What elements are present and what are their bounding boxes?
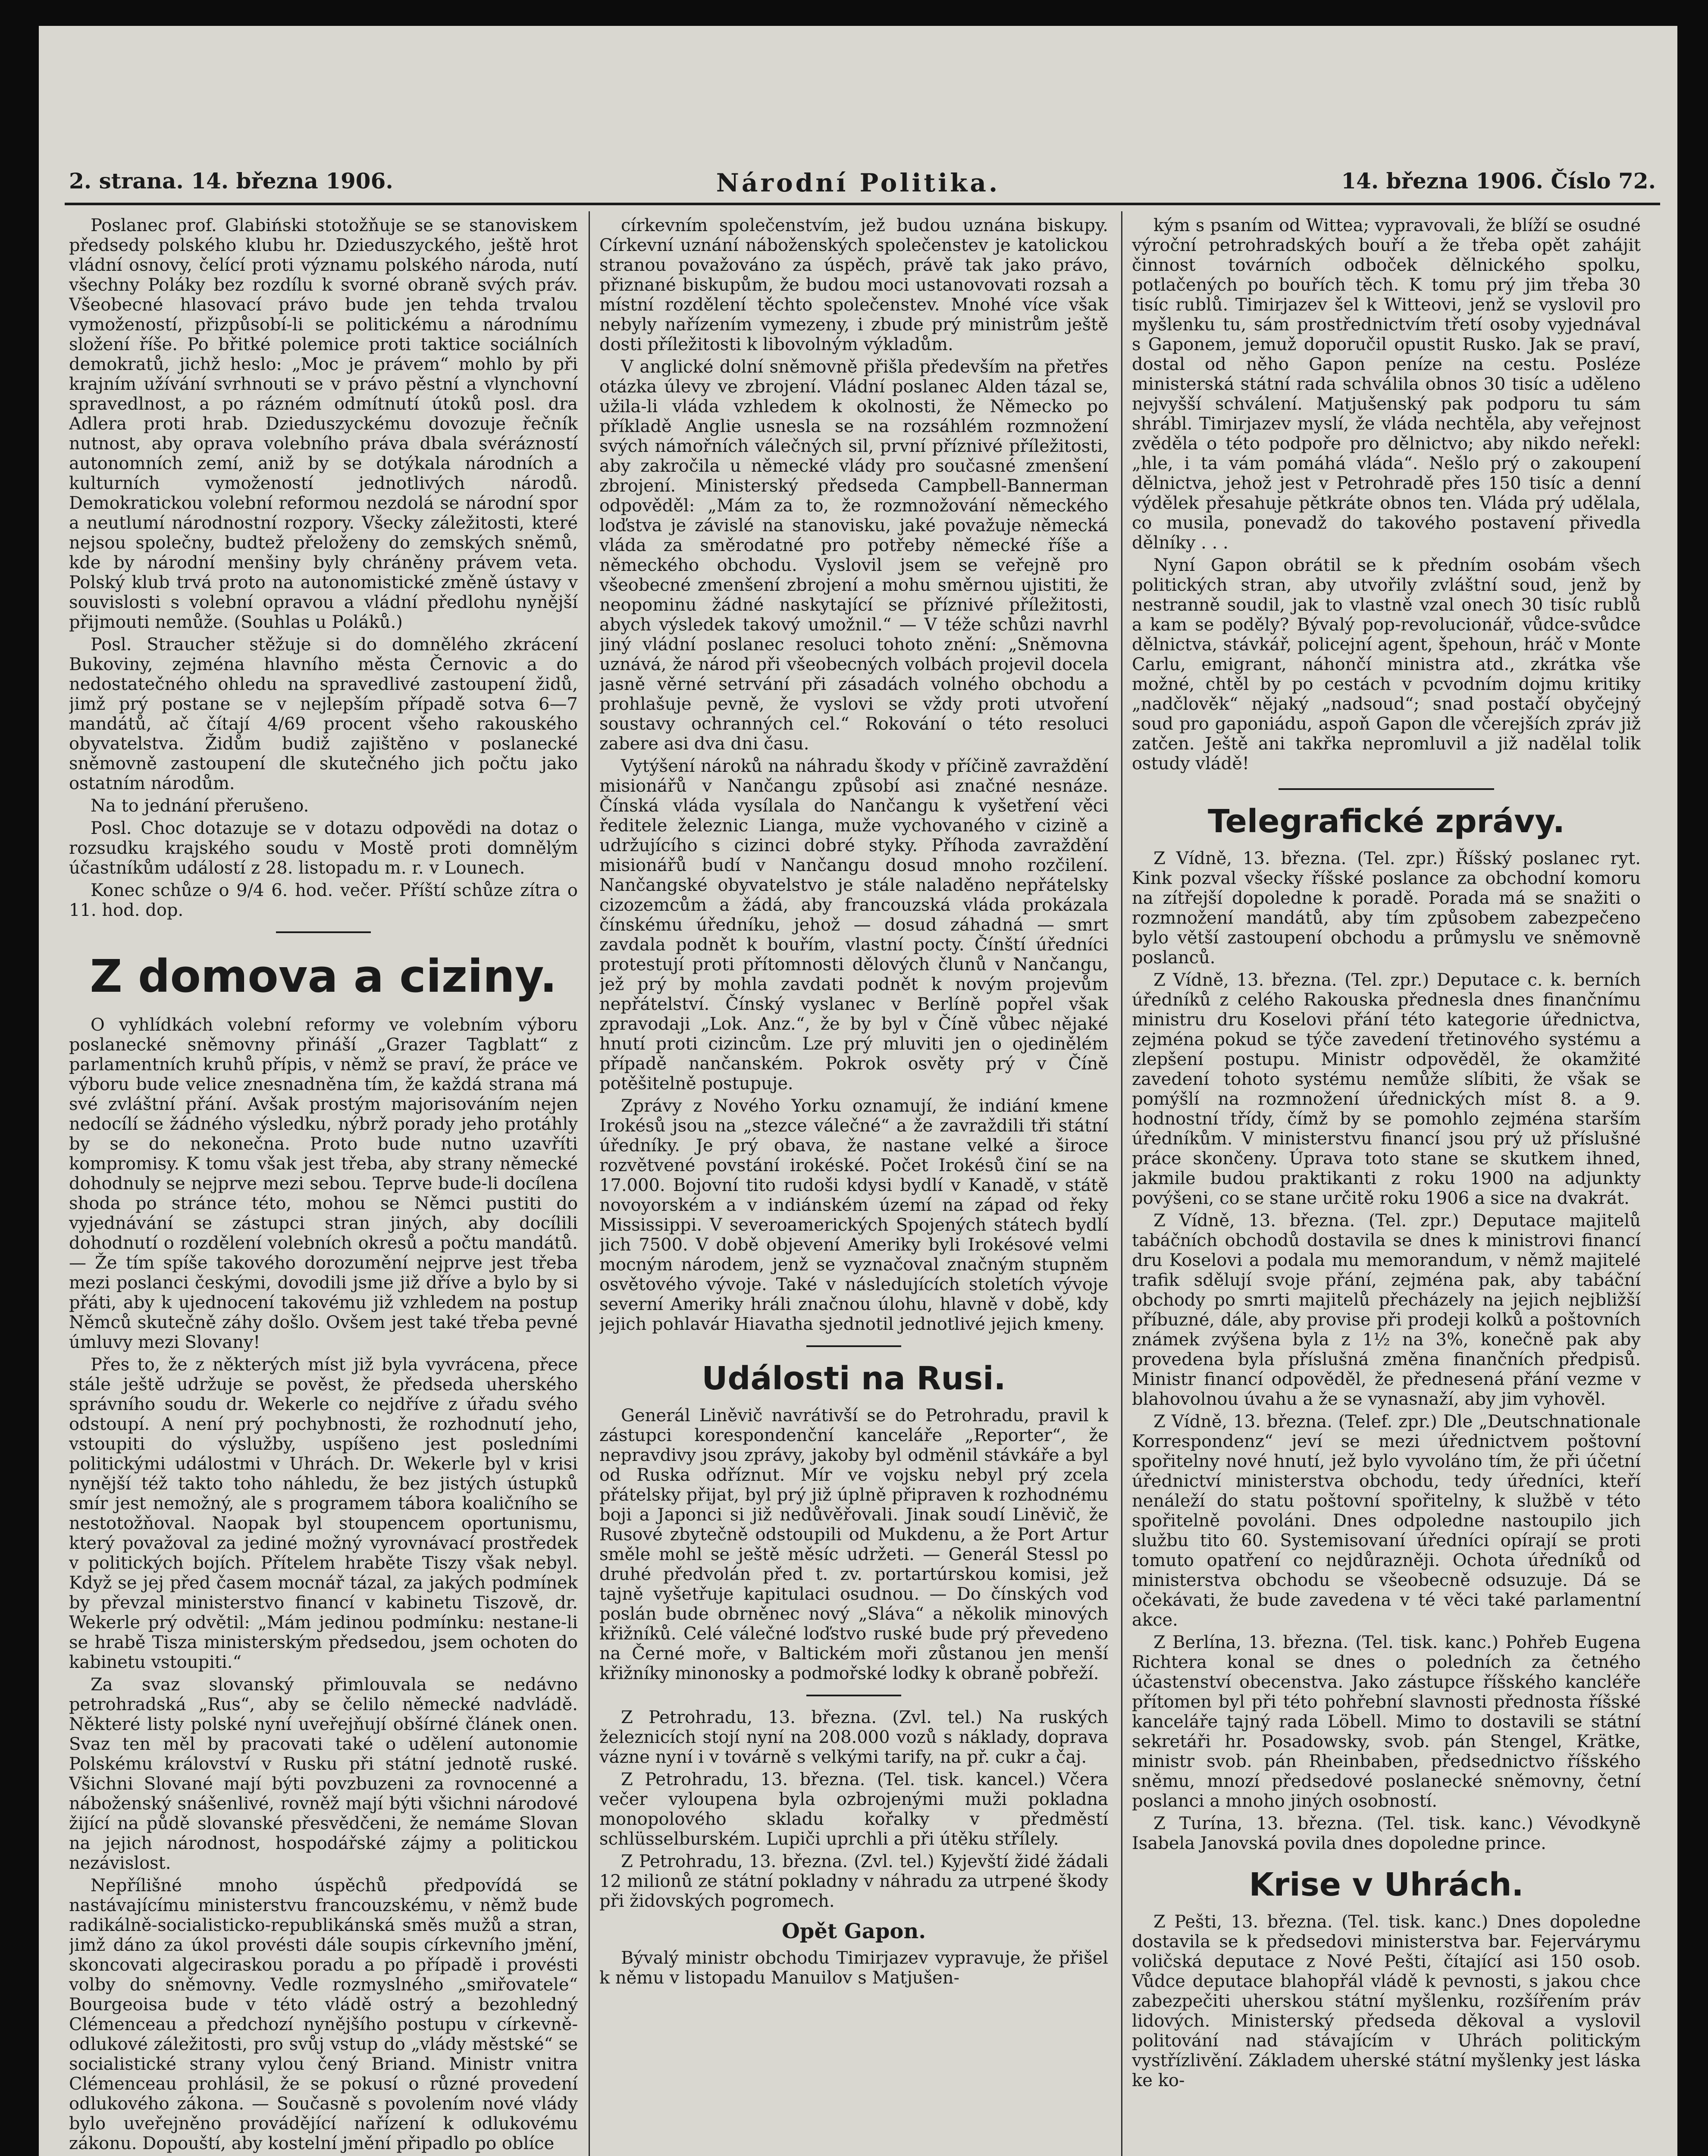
- article-paragraph: Vytýšení nároků na náhradu škody v příčině zavraždění misionářů v Nančangu způsobí asi značné nesnáze. Čínská vláda vysílala do Nančangu k vyšetření věci ředitele železnic Lianga, muže vychovaného v cizině a udržujícího s cizinci dobré styky. Příhoda zavraždění misionářů budí v Nančangu dosud mnoho rozčilení. Nančangské obyvatelstvo je stále naladěno nepřátelsky cizozemcům a žádá, aby francouzská vláda prokázala čínskému úředníku, jehož — dosud záhadná — smrt zavdala podnět k bouřím, vlastní pocty. Čínští úředníci protestují proti přítomnosti dělových člunů v Nančangu, jež prý by mohla zavdati podnět k novým projevům nepřátelství. Čínský vyslanec v Berlíně popřel však zpravodaji „Lok. Anz.“, že by byl v Číně vůbec nějaké hnutí proti cizincům. Lze prý mluviti jen o ojedinělém případě nančanském. Pokrok osvěty prý v Číně potěšitelně postupuje.: [599, 756, 1108, 1094]
- telegram-paragraph: Z Vídně, 13. března. (Tel. zpr.) Deputace majitelů tabáčních obchodů dostavila se dnes k ministrovi financí dru Koselovi a podala mu memorandum, v němž majitelé trafik sdělují svoje přání, zejména pak, aby tabáční obchody po smrti majitelů přecházely na jejich nejbližší příbuzné, dále, aby provise při prodeji kolků a poštovních známek zvýšena byla z 1½ na 3%, konečně pak aby provedena byla příslušná změna finančních předpisů. Ministr financí odpověděl, že přednesená přání vezme v blahovolnou úvahu a že se vynasnaží, aby jim vyhověl.: [1132, 1211, 1641, 1409]
- article-paragraph: Posl. Straucher stěžuje si do domnělého zkrácení Bukoviny, zejména hlavního města Černovic a do nedostatečného ohledu na spravedlivé zastoupení židů, jimž prý postane se v nejlepším případě sotva 6—7 mandátů, ač čítají 4/69 procent všeho rakouského obyvatelstva. Židům budiž zajištěno v poslanecké sněmovně zastoupení dle skutečného jich počtu jako ostatním národům.: [69, 635, 578, 793]
- article-paragraph: O vyhlídkách volební reformy ve volebním výboru poslanecké sněmovny přináší „Grazer Tagblatt“ z parlamentních kruhů přípis, v němž se praví, že práce ve výboru bude velice znesnadněna tím, že každá strana má své zvláštní přání. Avšak prostým majorisováním nejen nedocílí se žádného výsledku, nýbrž porady jeho protáhly by se do nekonečna. Proto bude nutno uzavříti kompromisy. K tomu však jest třeba, aby strany německé dohodnuly se nejprve mezi sebou. Teprve bude-li docílena shoda po stránce této, mohou se Němci pustiti do vyjednávání se zástupci stran jiných, aby docílili dohodnutí o rozdělení volebních okresů a počtu mandátů. — Že tím spíše takového dorozumění nejprve jest třeba mezi poslanci českými, dovodili jsme již dříve a bylo by si přáti, aby k ujednocení takovému již vzhledem na postup Němců skutečně záhy došlo. Ovšem jest také třeba pevné úmluvy mezi Slovany!: [69, 1015, 578, 1352]
- article-paragraph: Za svaz slovanský přimlouvala se nedávno petrohradská „Rus“, aby se čelilo německé nadvládě. Některé listy polské nyní uveřejňují obšírné článek onen. Svaz ten měl by pracovati také o udělení autonomie Polskému království v Rusku při státní jednotě ruské. Všichni Slované mají býti povzbuzeni za rovnocenné a náboženský snášenlivé, rovněž mají býti všichni národové žijící na půdě slovanské přesvědčeni, že nemáme Slovan na jejich národnost, hospodářské zájmy a politickou nezávislost.: [69, 1675, 578, 1873]
- subheading-gapon: Opět Gapon.: [781, 1919, 926, 1943]
- article-paragraph: V anglické dolní sněmovně přišla především na přetřes otázka úlevy ve zbrojení. Vládní poslanec Alden tázal se, užila-li vláda vzhledem k okolnosti, že Německo po příkladě Anglie usnesla se na rozsáhlém rozmnožení svých námořních válečných sil, první příznivé příležitosti, aby zakročila u německé vlády pro současné zmenšení zbrojení. Ministerský předseda Campbell-Bannerman odpověděl: „Mám za to, že rozmnožování německého loďstva je závislé na stanovisku, jaké považuje německá vláda za směrodatné pro potřeby německé říše a německého obchodu. Vyslovil jsem se veřejně pro všeobecné zmenšení zbrojení a mohu směrnou ujistiti, že neopominu žádné naskytající se příznivé příležitosti, abych výsledek takový umožnil.“ — V téže schůzi navrhl jiný vládní poslanec resoluci tohoto znění: „Sněmovna uznává, že národ při všeobecných volbách projevil docela jasně věrné setrvání při zásadách volného obchodu a prohlašuje pevně, že vyslovi se vždy proti utvoření soustavy ochranných cel.“ Rokování o této resoluci zabere asi dva dni času.: [599, 357, 1108, 754]
- telegram-paragraph: Z Vídně, 13. března. (Telef. zpr.) Dle „Deutschnationale Korrespondenz“ jeví se mezi úřednictvem poštovní spořitelny nové hnutí, jež bylo vyvoláno tím, že při účetní úřednictví ministerstva obchodu, tedy úředníci, kteří nenáleží do statu poštovní spořitelny, k službě v této spořitelně povoláni. Dnes odpoledne nastoupilo jich službu tito 60. Systemisovaní úředníci opírají se proti tomuto opatření co nejdůrazněji. Ochota úředníků od ministerstva obchodu se všeobecně odsuzuje. Dá se očekávati, že bude zavedena v té věci také parlamentní akce.: [1132, 1412, 1641, 1630]
- telegram-paragraph: Z Vídně, 13. března. (Tel. zpr.) Deputace c. k. berních úředníků z celého Rakouska přednesla dnes finančnímu ministru dru Koselovi přání této kategorie úřednictva, zejména pokud se týče zavedení třetinového systému a zlepšení postupu. Ministr odpověděl, že okamžité zavedení tohoto systému nemůže slíbiti, že však se pomýšlí na rozmnožení úřednických míst 8. a 9. hodnostní třídy, čímž by se pomohlo zejména starším úředníkům. V ministerstvu financí jsou prý už příslušné práce skončeny. Úprava toto stane se skutkem ihned, jakmile budou praktikanti z roku 1900 na adjunkty povýšeni, co se stane určitě roku 1906 a sice na dvakrát.: [1132, 970, 1641, 1208]
- section-separator: [276, 931, 371, 933]
- article-paragraph: Na to jednání přerušeno.: [91, 796, 309, 816]
- section-heading-hungary-crisis: Krise v Uhrách.: [1249, 1866, 1524, 1903]
- telegram-paragraph: Z Vídně, 13. března. (Tel. zpr.) Říšský poslanec ryt. Kink pozval všecky říšské poslance za obchodní komoru na zítřejší dopoledne k poradě. Porada má se snažiti o rozmnožení mandátů, aby tím způsobem zabezpečeno bylo větší zastoupení obchodu a průmyslu ve sněmovně poslanců.: [1132, 849, 1641, 968]
- column-2: [599, 216, 1108, 2156]
- section-separator: [1279, 788, 1494, 790]
- masthead-title: Národní Politika.: [716, 168, 1000, 197]
- issue-date-number: 14. března 1906. Číslo 72.: [1341, 168, 1656, 194]
- newspaper-page: [39, 26, 1677, 2156]
- article-paragraph: Generál Liněvič navrátivší se do Petrohradu, pravil k zástupci korespondenční kanceláře „Reporter“, že nepravdivy jsou zprávy, jakoby byl odměnil stávkáře a byl od Ruska odříznut. Mír ve vojsku nebyl prý zcela přátelsky přijat, byl prý již úplně připraven k rozhodnému boji a Japonci si již nedůvěřovali. Jinak soudí Liněvič, že Rusové zbytečně odstoupili od Mukdenu, a že Port Artur směle mohl se ještě měsíc udržeti. — Generál Stessl po druhé předvolán před t. zv. portartúrskou komisi, jež tajně vyšetřuje kapitulaci osudnou. — Do čínských vod poslán bude obrněnec nový „Sláva“ a několik minových křižníků. Celé válečné loďstvo ruské bude prý převedeno na Černé moře, v Baltickém moři zůstanou jen menší křižníky minonosky a podmořské lodky k obraně pobřeží.: [599, 1406, 1108, 1683]
- section-heading-russia: Události na Rusi.: [702, 1360, 1006, 1397]
- column-3: [1132, 216, 1641, 2156]
- column-rule-2: [1121, 211, 1122, 2156]
- telegram-paragraph: Z Turína, 13. března. (Tel. tisk. kanc.) Vévodkyně Isabela Janovská povila dnes dopoledne prince.: [1132, 1814, 1641, 1853]
- column-rule-1: [589, 211, 590, 2156]
- telegram-paragraph: Z Petrohradu, 13. března. (Zvl. tel.) Kyjevští židé žádali 12 milionů ze státní pokladny v náhradu za utrpené škody při židovských pogromech.: [599, 1852, 1108, 1911]
- header-rule: [65, 203, 1660, 205]
- article-paragraph: Nyní Gapon obrátil se k předním osobám všech politických stran, aby utvořily zvláštní soud, jenž by nestranně soudil, jak to vlastně vzal onech 30 tisíc rublů a kam se poděly? Bývalý pop-revolucionář, vůdce-svůdce dělnictva, stávkář, policejní agent, špehoun, hráč v Monte Carlu, emigrant, náhončí ministra atd., zkrátka vše možné, chtěl by po cestách v pcvodním dojmu kritiky „nadčlověk“ nějaký „nadsoud“; snad postačí obyčejný soud pro gaponiádu, aspoň Gapon dle včerejších zpráv již zatčen. Ještě ani takřka nepromluvil a již nadělal tolik ostudy vládě!: [1132, 555, 1641, 774]
- article-paragraph: Přes to, že z některých míst již byla vyvrácena, přece stále ještě udržuje se pověst, že předseda uherského správního soudu dr. Wekerle co nejdříve z úřadu svého odstoupí. A není prý pochybnosti, že rozhodnutí jeho, vstoupiti do výslužby, uspíšeno jest posledními politickými událostmi v Uhrách. Dr. Wekerle byl v krisi nynější též takto toho náhledu, že bez jistých ústupků smír jest nemožný, ale s programem tábora koaličního se nestotožňoval. Naopak byl stoupencem oportunismu, který považoval za jediné možný vyrovnávací prostředek v politických bojích. Přítelem hraběte Tiszy však nebyl. Když se jej před časem mocnář tázal, za jakých podmínek by převzal ministerstvo financí v kabinetu Tiszově, dr. Wekerle prý odvětil: „Mám jedinou podmínku: nestane-li se hrabě Tisza ministerským předsedou, jsem ochoten do kabinetu vstoupiti.“: [69, 1355, 578, 1672]
- telegram-paragraph: Z Berlína, 13. března. (Tel. tisk. kanc.) Pohřeb Eugena Richtera konal se dnes o poledních za četného účastenství obecenstva. Jako zástupce říšského kancléře přítomen byl při této pohřební slavnosti přednosta říšské kanceláře tajný rada Löbell. Mimo to dostavili se státní sekretáři hr. Posadowsky, svob. pán Stengel, Krätke, ministr svob. pán Rheinbaben, předsednictvo říšského sněmu, mnozí předsedové poslanecké sněmovny, četní poslanci a mnoho jiných osobností.: [1132, 1633, 1641, 1811]
- section-heading-telegrams: Telegrafické zprávy.: [1208, 803, 1565, 840]
- column-1: [69, 216, 578, 2156]
- telegram-paragraph: Z Petrohradu, 13. března. (Zvl. tel.) Na ruských železnicích stojí nyní na 208.000 vozů s náklady, doprava vázne nyní i v továrně s velkými tarify, na př. cukr a čaj.: [599, 1708, 1108, 1767]
- article-paragraph: kým s psaním od Wittea; vypravovali, že blíží se osudné výroční petrohradských bouří a že třeba opět zahájit činnost továrních odboček dělnického spolku, potlačených po bouřích těch. K tomu prý jim třeba 30 tisíc rublů. Timirjazev šel k Witteovi, jenž se vyslovil pro myšlenku tu, sám prostřednictvím třetí osoby vyjednával s Gaponem, jemuž doporučil opustit Rusko. Jak se praví, dostal od něho Gapon peníze na cestu. Posléze ministerská státní rada schválila obnos 30 tisíc a uděleno nejvyšší schválení. Matjušenský pak podporu tu sám shrábl. Timirjazev myslí, že vláda nechtěla, aby veřejnost zvěděla o této podpoře pro dělnictvo; aby nikdo neřekl: „hle, i ta vám pomáhá vláda“. Nešlo prý o zakoupení dělnictva, jehož jest v Petrohradě přes 150 tisíc a denní výdělek přesahuje pětkráte obnos ten. Vláda prý udělala, co musila, ponevadž do takového postavení přivedla dělníky . . .: [1132, 216, 1641, 553]
- telegram-paragraph: Z Petrohradu, 13. března. (Tel. tisk. kancel.) Včera večer vyloupena byla ozbrojenými muži pokladna monopolového skladu kořalky v předměstí schlüsselburském. Lupiči uprchli a při útěku střílely.: [599, 1770, 1108, 1849]
- section-heading-domestic-foreign: Z domova a ciziny.: [90, 950, 557, 1003]
- article-paragraph: Bývalý ministr obchodu Timirjazev vypravuje, že přišel k němu v listopadu Manuilov s Matjušen-: [599, 1948, 1108, 1988]
- article-paragraph: Konec schůze o 9/4 6. hod. večer. Příští schůze zítra o 11. hod. dop.: [69, 881, 578, 920]
- article-paragraph: církevním společenstvím, jež budou uznána biskupy. Církevní uznání náboženských společenstev je katolickou stranou považováno za úspěch, právě tak jako právo, přiznané biskupům, že budou moci ustanovovati rozsah a místní rozdělení těchto společenstev. Mnohé více však nebyly nařízením vymezeny, i zbude prý ministrům ještě dosti příležitosti k libovolným výkladům.: [599, 216, 1108, 354]
- article-paragraph: Poslanec prof. Glabiński stotožňuje se se stanoviskem předsedy polského klubu hr. Dzieduszyckého, ještě hrot vládní osnovy, čelící proti významu polského národa, nutí všechny Poláky bez rozdílu k svorné obraně svých práv. Všeobecné hlasovací právo bude jen tehda trvalou vymožeností, přizpůsobí-li se politickému a národnímu složení říše. Po břitké polemice proti taktice sociálních demokratů, jichž heslo: „Moc je právem“ mohlo by při krajním užívání svrhnouti se v právo pěstní a vlynchovní spravedlnost, a po rázném odmítnutí útoků posl. dra Adlera proti hrab. Dzieduszyckému dovozuje řečník nutnost, aby oprava volebního práva dbala svérázností autonomních zemí, aniž by se dotýkala národních a kulturních vymožeností jednotlivých národů. Demokratickou volební reformou nezdolá se národní spor a neutlumí národnostní rozpory. Všecky záležitosti, které nejsou společny, budtež přeloženy do zemských sněmů, kde by národní menšiny byly chráněny právem veta. Polský klub trvá proto na autonomistické změně ústavy v souvislosti s volební opravou a vládní předlohu nynější přijmouti nemůže. (Souhlas u Poláků.): [69, 216, 578, 632]
- section-separator: [806, 1345, 901, 1347]
- article-paragraph: Zprávy z Nového Yorku oznamují, že indiání kmene Irokésů jsou na „stezce válečné“ a že zavraždili tři státní úředníky. Je prý obava, že nastane velké a široce rozvětvené povstání irokéské. Počet Irokésů činí se na 17.000. Bojovní tito rudoši kdysi bydlí v Kanadě, v státě novoyorském a v indiánském území na západ od řeky Mississippi. V severoamerických Spojených státech bydlí jich 7500. V době objevení Ameriky byli Irokésové velmi mocným národem, jenž se vyznačoval značným stupněm osvětového vývoje. Také v následujících stoletích vývoje severní Ameriky hráli značnou úlohu, hlavně v době, kdy jejich pohlavár Hiavatha sjednotil jednotlivé jejich kmeny.: [599, 1096, 1108, 1334]
- article-paragraph: Nepřílišné mnoho úspěchů předpovídá se nastávajícímu ministerstvu francouzskému, v němž bude radikálně-socialisticko-republikánská směs mužů a stran, jimž dáno za úkol provésti dále soupis církevního jmění, skoncovati algeciraskou poradu a po případě i provésti volby do sněmovny. Vedle rozmyslného „smiřovatele“ Bourgeoisa bude v této vládě ostrý a bezohledný Clémenceau a předchozí nynějšího postupu v církevně-odlukové záležitosti, pro svůj vstup do „vlády městské“ se socialistické strany vylou čený Briand. Ministr vnitra Clémenceau prohlásil, že se pokusí o různé provedení odlukového zákona. — Současně s povolením nové vlády bylo uveřejněno provádějící nařízení k odlukovému zákonu. Dopouští, aby kostelní jmění připadlo po oblíce: [69, 1876, 578, 2153]
- telegram-paragraph: Z Pešti, 13. března. (Tel. tisk. kanc.) Dnes dopoledne dostavila se k předsedovi ministerstva bar. Fejervárymu voličská deputace z Nové Pešti, čítající asi 150 osob. Vůdce deputace blahopřál vládě k pevnosti, s jakou chce zabezpečiti uherskou státní myšlenku, rozšířením práv lidových. Ministerský předseda děkoval a vyslovil politování nad stávajícím v Uhrách politickým vystřízlivění. Základem uherské státní myšlenky jest láska ke ko-: [1132, 1912, 1641, 2090]
- article-paragraph: Posl. Choc dotazuje se v dotazu odpovědi na dotaz o rozsudku krajského soudu v Mostě proti domnělým účastníkům událostí z 28. listopadu m. r. v Lounech.: [69, 818, 578, 878]
- section-separator: [806, 1695, 901, 1696]
- page-number-date: 2. strana. 14. března 1906.: [69, 168, 393, 194]
